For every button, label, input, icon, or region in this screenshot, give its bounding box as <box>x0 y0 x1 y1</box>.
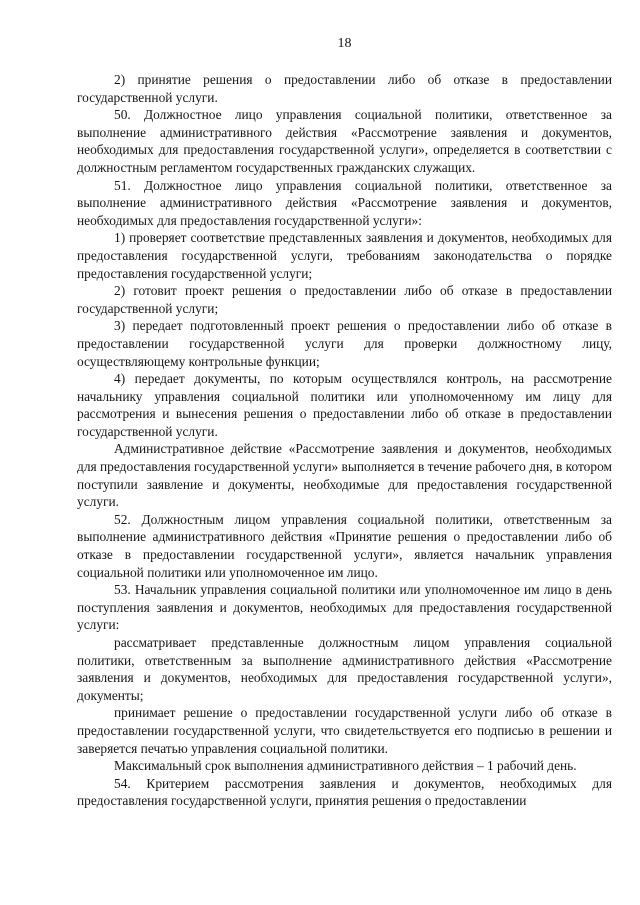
paragraph-max-duration: Максимальный срок выполнения административного действия – 1 рабочий день. <box>114 758 577 774</box>
paragraph-51: 51. Должностное лицо управления социальной политики, ответственное за выполнение административного действия «Рассмотрение заявления и документов, необходимых для предоставления государственной услуги»: <box>77 177 612 228</box>
paragraph-53: 53. Начальник управления социальной политики или уполномоченное им лицо в день поступления заявления и документов, необходимых для предоставления государственной услуги: <box>77 582 612 633</box>
document-page <box>77 34 612 810</box>
paragraph-54: 54. Критерием рассмотрения заявления и документов, необходимых для предоставления государственной услуги, принятия решения о предоставлении <box>77 775 612 809</box>
paragraph-52: 52. Должностным лицом управления социальной политики, ответственным за выполнение административного действия «Принятие решения о предоставлении либо об отказе в предоставлении государственной услуги», является начальник управления социальной политики или уполномоченное им лицо. <box>77 511 612 580</box>
paragraph-50: 50. Должностное лицо управления социальной политики, ответственное за выполнение административного действия «Рассмотрение заявления и документов, необходимых для предоставления государственной услуги», определяется в соответствии с должностным регламентом государственных гражданских служащих. <box>77 107 612 175</box>
page-number: 18 <box>337 36 352 51</box>
paragraph-51-item-1: 1) проверяет соответствие представленных заявления и документов, необходимых для предоставления государственной услуги, требованиям законодательства о порядке предоставления государственной услуги; <box>77 230 612 281</box>
paragraph-51-item-2: 2) готовит проект решения о предоставлении либо об отказе в предоставлении государственной услуги; <box>77 283 612 316</box>
paragraph-item-2-decision: 2) принятие решения о предоставлении либо об отказе в предоставлении государственной услуги. <box>77 72 612 105</box>
paragraph-action-duration: Административное действие «Рассмотрение заявления и документов, необходимых для предоставления государственной услуги» выполняется в течение рабочего дня, в котором поступили заявление и документы, необходимые для предоставления государственной услуги. <box>77 441 612 510</box>
paragraph-53-decides: принимает решение о предоставлении государственной услуги либо об отказе в предоставлении государственной услуги, что свидетельствуется его подписью в решении и заверяется печатью управления социальной политики. <box>77 705 612 756</box>
paragraph-53-reviews: рассматривает представленные должностным лицом управления социальной политики, ответственным за выполнение административного действия «Рассмотрение заявления и документов, необходимых для предоставления государственной услуги», документы; <box>77 635 612 703</box>
paragraph-51-item-3: 3) передает подготовленный проект решения о предоставлении либо об отказе в предоставлении государственной услуги для проверки должностному лицу, осуществляющему контрольные функции; <box>77 318 612 369</box>
paragraph-51-item-4: 4) передает документы, по которым осуществлялся контроль, на рассмотрение начальнику управления социальной политики или уполномоченному им лицу для рассмотрения и вынесения решения о предоставлении либо об отказе в предоставлении государственной услуги. <box>77 371 612 439</box>
